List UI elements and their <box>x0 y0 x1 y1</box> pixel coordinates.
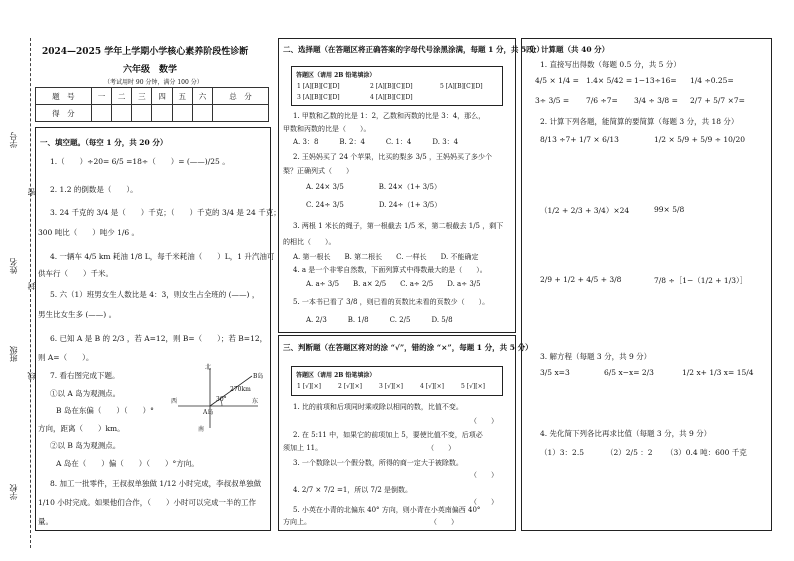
compass-south: 南 <box>198 426 205 433</box>
compass-west: 西 <box>171 398 178 405</box>
exam-title: 2024—2025 学年上学期小学核心素养阶段性诊断 <box>42 47 249 57</box>
s2-line: 甲数和丙数的比是（ ）。 <box>283 125 371 133</box>
bubble-row[interactable]: 2 [√][×] <box>338 383 362 390</box>
s3-line: 1. 比的前项和后项同时乘或除以相同的数，比值不变。 <box>293 403 463 411</box>
s2-line: A. 2/3 B. 1/8 C. 2/5 D. 5/8 <box>306 316 453 324</box>
s2-line: A. a÷ 3/5 B. a× 2/5 C. a÷ 2/5 D. a÷ 3/5 <box>306 280 481 288</box>
compass-angle: 30° <box>216 396 227 403</box>
section1-heading: 一、填空题。（每空 1 分，共 20 分） <box>40 138 168 147</box>
s3-line: 5. 小英在小青的北偏东 40° 方向，则小青在小英南偏西 40° <box>293 506 481 514</box>
score-header-cell: 四 <box>152 88 172 105</box>
s2-line: 3. 两根 1 米长的绳子，第一根截去 1/5 米，第二根截去 1/5 ，剩下 <box>293 222 504 230</box>
section2-heading: 二、选择题（在答题区将正确答案的字母代号涂黑涂满，每题 1 分，共 5 分） <box>283 45 544 54</box>
bubble-row[interactable]: 3 [√][×] <box>379 383 403 390</box>
s4-q2-item: 7/8 ÷［1−（1/2 + 1/3）］ <box>654 276 748 285</box>
section4-heading: 四、计算题（共 40 分） <box>526 45 610 54</box>
s1-line: 300 吨比（ ）吨少 1/6 。 <box>38 228 140 237</box>
s4-q4-item: （3）0.4 吨：600 千克 <box>666 448 747 457</box>
s1-line: 6. 已知 A 是 B 的 2/3 ，若 A=12，则 B=（ ）；若 B=12， <box>50 334 268 343</box>
s1-line: 2. 1.2 的倒数是（ ）。 <box>50 185 138 194</box>
bubble-row[interactable]: 2 [A][B][C][D] <box>370 83 413 90</box>
s2-line: C. 24÷ 3/5 D. 24÷（1+ 3/5） <box>306 201 442 209</box>
binding-label-feng: 封 <box>27 282 36 290</box>
s1-line: 1.（ ）÷20= 6/5 =18÷（ ）= (——)/25 。 <box>50 157 230 166</box>
s3-line: （ ） <box>470 417 498 425</box>
s1-line: 5. 六（1）班男女生人数比是 4：3，则女生占全班的 (——) ， <box>50 290 260 299</box>
s4-q1-item: 3/4 ÷ 3/8 = <box>634 96 678 105</box>
s2-line: 梨？正确列式（ ） <box>283 167 353 175</box>
s4-q3-item: 1/2 x+ 1/3 x= 15/4 <box>682 368 754 377</box>
compass-north: 北 <box>205 364 212 371</box>
exam-subtitle: 六年级 数学 <box>123 65 178 75</box>
bubble-row[interactable]: 5 [√][×] <box>461 383 485 390</box>
binding-label-student-id: 学号 <box>9 132 18 148</box>
s3-line: 4. 2/7 × 7/2 =1，所以 7/2 是倒数。 <box>293 486 413 494</box>
bubble-row[interactable]: 4 [√][×] <box>420 383 444 390</box>
s2-line: A. 3：8 B. 2：4 C. 1：4 D. 3：4 <box>293 138 459 146</box>
score-cell[interactable] <box>132 105 152 122</box>
s1-line: 8. 加工一批零件，王叔叔单独做 1/12 小时完成，李叔叔单独做 <box>50 479 262 488</box>
score-header-cell: 二 <box>112 88 132 105</box>
s4-q1-item: 1−13÷16= <box>634 76 677 85</box>
compass-east: 东 <box>252 398 259 405</box>
compass-island-b: B岛 <box>253 373 264 380</box>
score-row-label: 得 分 <box>36 105 92 122</box>
binding-label-mi: 密 <box>27 188 36 196</box>
s3-line: 方向上。 （ ） <box>283 518 458 526</box>
compass-island-a: A岛 <box>203 409 214 416</box>
s3-line: （ ） <box>470 471 498 479</box>
s2-line: 4. a 是一个非零自然数，下面列算式中得数最大的是（ ）。 <box>293 266 487 274</box>
s3-line: 3. 一个数除以一个假分数，所得的商一定大于被除数。 <box>293 459 463 467</box>
s4-q4-item: （2）2/5 ：2 <box>606 448 653 457</box>
s1-line: 方向，距离（ ）km。 <box>38 424 125 433</box>
s4-q1-item: 1/4 ÷0.25= <box>690 76 734 85</box>
s1-line: 1/10 小时完成。如果他们合作，（ ）小时可以完成一半的工作 <box>38 498 256 507</box>
s4-q3-item: 3/5 x=3 <box>540 368 570 377</box>
s3-line: 2. 在 5:11 中，如果它的前项加上 5，要使比值不变，后项必 <box>293 431 483 439</box>
score-header-cell: 六 <box>192 88 212 105</box>
s3-line: （ ） <box>470 498 498 506</box>
s1-line: 供车行（ ）千米。 <box>38 269 113 278</box>
s1-line: ②以 B 岛为观测点。 <box>50 441 121 450</box>
score-header-cell: 三 <box>132 88 152 105</box>
binding-label-xian: 线 <box>27 372 36 380</box>
s4-q2-title: 2. 计算下列各题，能简算的要简算（每题 3 分，共 18 分） <box>540 117 739 126</box>
bubble-row[interactable]: 4 [A][B][C][D] <box>370 94 413 101</box>
exam-note: （考试用时 90 分钟，满分 100 分） <box>104 79 203 86</box>
score-cell[interactable] <box>192 105 212 122</box>
s2-line: 的相比（ ）。 <box>283 238 336 246</box>
bubble-row[interactable]: 1 [√][×] <box>297 383 321 390</box>
binding-label-school: 学校 <box>9 484 18 500</box>
s4-q1-item: 7/6 ÷7= <box>586 96 618 105</box>
score-table <box>35 87 269 122</box>
s2-line: 5. 一本书已看了 3/8 ，则已看的页数比未看的页数少（ ）。 <box>293 298 490 306</box>
s4-q2-item: （1/2 + 2/3 + 3/4）×24 <box>540 206 630 215</box>
binding-dashed-line <box>30 38 31 548</box>
section3-answer-area-label: 答题区（请用 2B 铅笔填涂） <box>296 372 376 379</box>
bubble-row[interactable]: 3 [A][B][C][D] <box>297 94 340 101</box>
s1-line: B 岛在东偏（ ）（ ）° <box>56 406 154 415</box>
s4-q1-title: 1. 直接写出得数（每题 0.5 分，共 5 分） <box>540 60 681 69</box>
s4-q2-item: 2/9 + 1/2 + 4/5 + 3/8 <box>540 275 622 284</box>
score-cell[interactable] <box>91 105 111 122</box>
s4-q3-title: 3. 解方程（每题 3 分，共 9 分） <box>540 352 652 361</box>
s4-q1-item: 1.4× 5/42 = <box>586 76 633 85</box>
score-header-cell: 题 号 <box>36 88 92 105</box>
s4-q2-item: 8/13 ÷7+ 1/7 × 6/13 <box>540 135 619 144</box>
bubble-row[interactable]: 1 [A][B][C][D] <box>297 83 340 90</box>
s4-q2-item: 99× 5/8 <box>654 205 685 214</box>
s2-line: 2. 王妈妈买了 24 个苹果，比买的梨多 3/5 ，王妈妈买了多少个 <box>293 153 492 161</box>
score-header-cell: 总 分 <box>213 88 269 105</box>
s1-line: 则 A=（ ）。 <box>38 353 94 362</box>
section2-answer-area-label: 答题区（请用 2B 铅笔填涂） <box>296 72 376 79</box>
s1-line: ①以 A 岛为观测点。 <box>50 389 121 398</box>
score-cell[interactable] <box>172 105 192 122</box>
s4-q4-title: 4. 先化简下列各比再求比值（每题 3 分，共 9 分） <box>540 429 712 438</box>
s1-line: 男生比女生多 (——) 。 <box>38 310 117 319</box>
s1-line: A 岛在（ ）偏（ ）（ ）°方向。 <box>56 459 199 468</box>
s4-q1-item: 2/7 + 5/7 ×7= <box>690 96 745 105</box>
s1-line: 4. 一辆车 4/5 km 耗油 1/8 L，每千米耗油（ ）L，1 升汽油可 <box>50 252 275 261</box>
s4-q2-item: 1/2 × 5/9 + 5/9 ÷ 10/20 <box>654 135 745 144</box>
s4-q1-item: 3÷ 3/5 = <box>535 96 570 105</box>
binding-label-class: 班级 <box>9 346 18 362</box>
s2-line: 1. 甲数和乙数的比是 1：2，乙数和丙数的比是 3：4，那么， <box>293 112 486 120</box>
score-cell[interactable] <box>112 105 132 122</box>
binding-label-name: 姓名 <box>9 258 18 274</box>
s4-q4-item: （1）3：2.5 <box>540 448 584 457</box>
s1-line: 7. 看右图完成下题。 <box>50 371 120 380</box>
compass-distance: 270km <box>230 386 251 393</box>
score-header-cell: 五 <box>172 88 192 105</box>
s2-line: A. 24× 3/5 B. 24×（1+ 3/5） <box>306 183 441 191</box>
s1-line: 量。 <box>38 517 53 526</box>
bubble-row[interactable]: 5 [A][B][C][D] <box>440 83 483 90</box>
score-cell[interactable] <box>213 105 269 122</box>
s2-line: A. 第一根长 B. 第二根长 C. 一样长 D. 不能确定 <box>293 253 479 261</box>
section3-heading: 三、判断题（在答题区将对的涂 “√”，错的涂 “×”，每题 1 分，共 5 分） <box>283 343 533 352</box>
s4-q3-item: 6/5 x−x= 2/3 <box>604 368 654 377</box>
s1-line: 3. 24 千克的 3/4 是（ ）千克；（ ）千克的 3/4 是 24 千克； <box>50 208 281 217</box>
s3-line: 须加上 11。 （ ） <box>283 444 456 452</box>
s4-q1-item: 4/5 × 1/4 = <box>535 76 579 85</box>
score-cell[interactable] <box>152 105 172 122</box>
score-header-cell: 一 <box>91 88 111 105</box>
